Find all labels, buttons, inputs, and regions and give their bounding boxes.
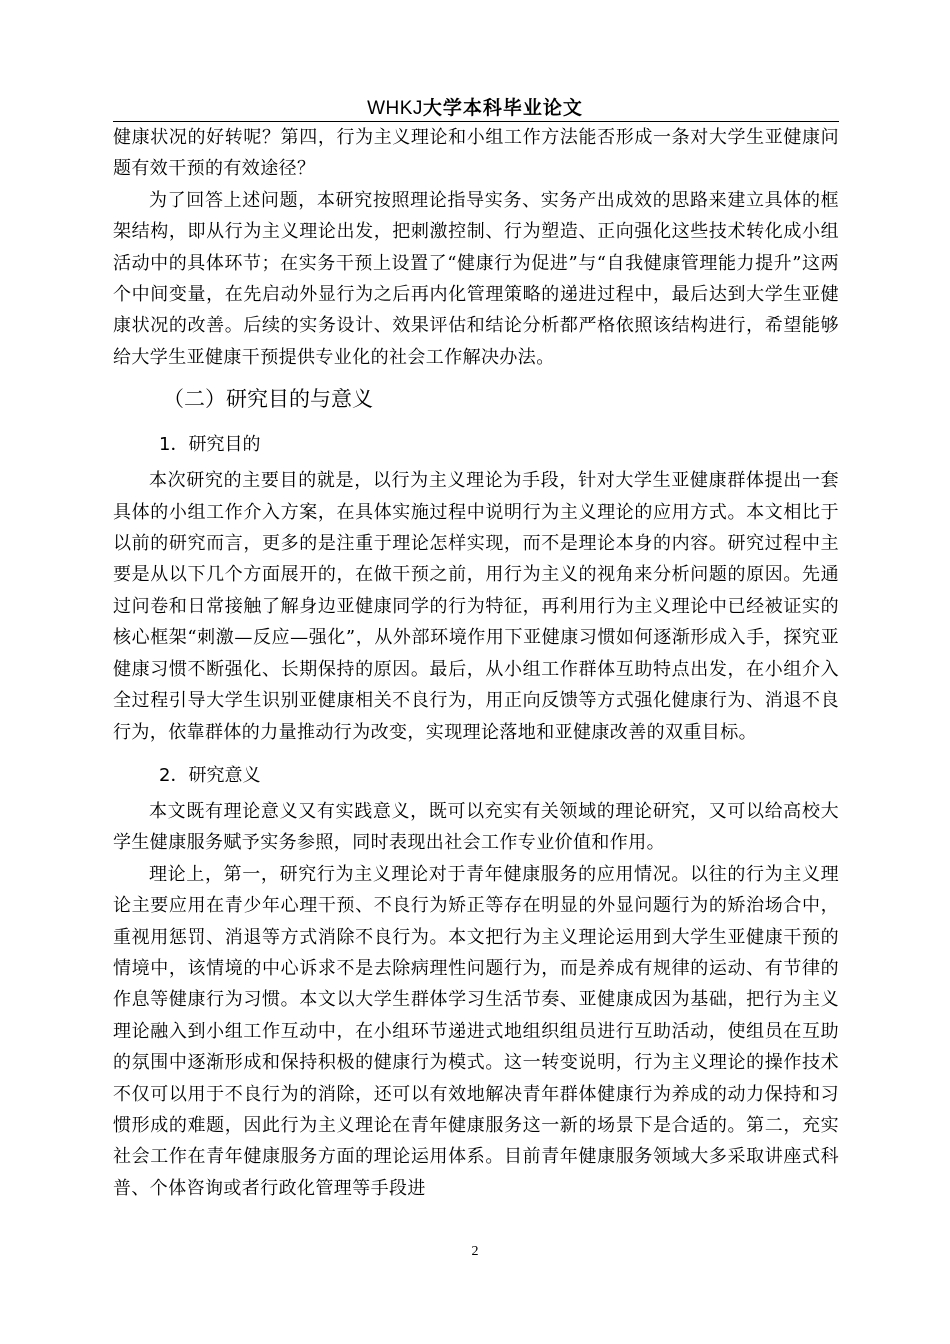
- main-content: [113, 122, 839, 1204]
- section-heading: （二）研究目的与意义: [163, 387, 373, 412]
- header-title: 大学本科毕业论文: [422, 97, 583, 119]
- header-university-code: WHKJ: [367, 98, 423, 119]
- paragraph-theoretical-significance: 理论上，第一，研究行为主义理论对于青年健康服务的应用情况。以往的行为主义理论主要应用在青少年心理干预、不良行为矫正等存在明显的外显问题行为的矫治场合中，重视用惩罚、消退等方式消除不良行为。本文把行为主义理论运用到大学生亚健康干预的情境中，该情境的中心诉求不是去除病理性问题行为，而是养成有规律的运动、有节律的作息等健康行为习惯。本文以大学生群体学习生活节奏、亚健康成因为基础，把行为主义理论融入到小组工作互动中，在小组环节递进式地组织组员进行互助活动，使组员在互助的氛围中逐渐形成和保持积极的健康行为模式。这一转变说明，行为主义理论的操作技术不仅可以用于不良行为的消除，还可以有效地解决青年群体健康行为养成的动力保持和习惯形成的难题，因此行为主义理论在青年健康服务这一新的场景下是合适的。第二，充实社会工作在青年健康服务方面的理论运用体系。目前青年健康服务领域大多采取讲座式科普、个体咨询或者行政化管理等手段进: [113, 863, 839, 1199]
- page-number: 2: [471, 1244, 479, 1259]
- running-header: [0, 96, 950, 121]
- subsection-heading-purpose: 1．研究目的: [159, 434, 261, 456]
- paragraph-significance-intro: 本文既有理论意义又有实践意义，既可以充实有关领域的理论研究，又可以给高校大学生健康服务赋予实务参照，同时表现出社会工作专业价值和作用。: [113, 800, 839, 854]
- subsection-heading-significance: 2．研究意义: [159, 764, 261, 786]
- paragraph-continued: 健康状况的好转呢？第四，行为主义理论和小组工作方法能否形成一条对大学生亚健康问题有效干预的有效途径？: [113, 127, 839, 180]
- paragraph-purpose: 本次研究的主要目的就是，以行为主义理论为手段，针对大学生亚健康群体提出一套具体的小组工作介入方案，在具体实施过程中说明行为主义理论的应用方式。本文相比于以前的研究而言，更多的是注重于理论怎样实现，而不是理论本身的内容。研究过程中主要是从以下几个方面展开的，在做干预之前，用行为主义的视角来分析问题的原因。先通过问卷和日常接触了解身边亚健康同学的行为特征，再利用行为主义理论中已经被证实的核心框架“刺激—反应—强化”，从外部环境作用下亚健康习惯如何逐渐形成入手，探究亚健康习惯不断强化、长期保持的原因。最后，从小组工作群体互助特点出发，在小组介入全过程引导大学生识别亚健康相关不良行为，用正向反馈等方式强化健康行为、消退不良行为，依靠群体的力量推动行为改变，实现理论落地和亚健康改善的双重目标。: [113, 470, 839, 743]
- paragraph-framework: 为了回答上述问题，本研究按照理论指导实务、实务产出成效的思路来建立具体的框架结构，即从行为主义理论出发，把刺激控制、行为塑造、正向强化这些技术转化成小组活动中的具体环节；在实务干预上设置了“健康行为促进”与“自我健康管理能力提升”这两个中间变量，在先启动外显行为之后再内化管理策略的递进过程中，最后达到大学生亚健康状况的改善。后续的实务设计、效果评估和结论分析都严格依照该结构进行，希望能够给大学生亚健康干预提供专业化的社会工作解决办法。: [113, 189, 839, 368]
